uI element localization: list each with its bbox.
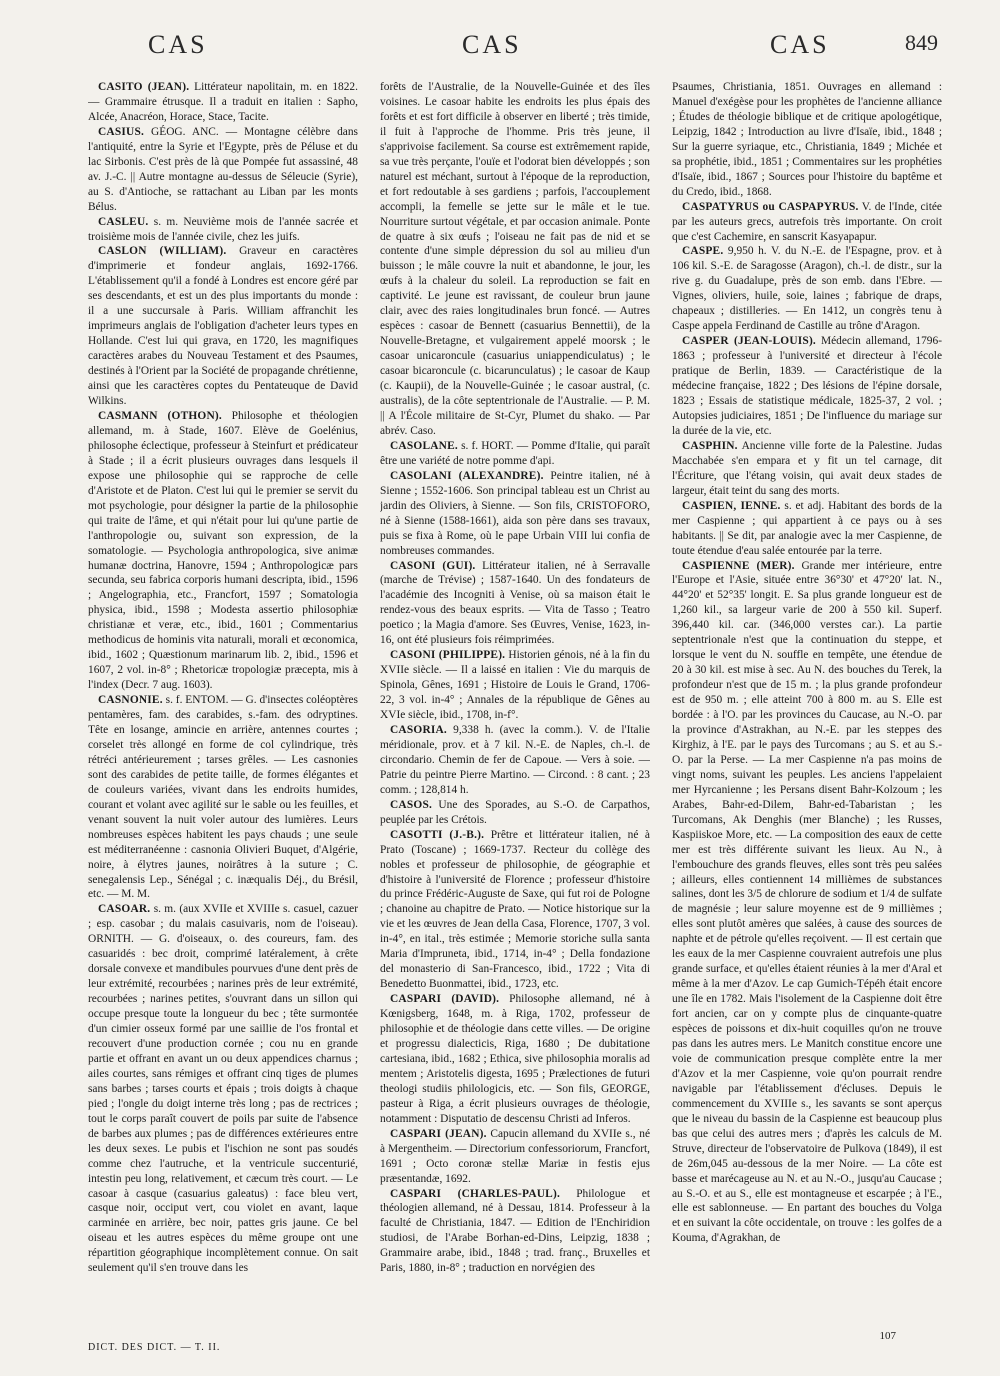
dictionary-entry — [672, 200, 942, 245]
entry-body: Historien génois, né à la fin du XVIIe siècle. — Il a laissé en italien : Vie du marquis de Spinola, Gênes, 1691 ; Histoire de Louis le Grand, 1706-22, 3 vol. in-4° ; Annales de la république de Gênes au XVIe siècle, ibid., 1708, in-f°. — [380, 649, 650, 722]
entry-headword: CASPARI (CHARLES-PAUL). — [390, 1187, 561, 1200]
footer-signature: DICT. DES DICT. — T. II. — [88, 1342, 221, 1353]
entry-headword: CASPE. — [682, 245, 724, 258]
dictionary-entry — [672, 559, 942, 1247]
dictionary-entry — [88, 215, 358, 245]
sheet-number: 107 — [879, 1330, 896, 1342]
entry-headword: CASPHIN. — [682, 439, 738, 452]
page-number: 849 — [905, 30, 938, 55]
dictionary-entry — [380, 439, 650, 469]
dictionary-entry — [380, 559, 650, 649]
entry-body: Graveur en caractères d'imprimerie et fondeur anglais, 1692-1766. L'établissement qu'il a fondé à Londres est encore géré par ses descendants, et est un des plus importants du monde : il a une succursale à Paris. William affranchit les imprimeurs anglais de l'obligation d'acheter leurs types en Hollande. C'est lui qui grava, en 1720, les magnifiques caractères arabes du Nouveau Testament et des Psaumes, destinés à l'Orient par la Société de propagande chrétienne, ainsi que les caractères coptes du Pentateuque de David Wilkins. — [88, 245, 358, 408]
dictionary-entry — [88, 244, 358, 408]
entry-headword: CASOLANI (ALEXANDRE). — [390, 469, 544, 482]
entry-body: Prêtre et littérateur italien, né à Prato (Toscane) ; 1669-1737. Recteur du collège des nobles et professeur de philosophie, de géographie et d'histoire à l'université de Florence ; professeur d'histoire du prince Frédéric-Auguste de Saxe, qui fut roi de Pologne ; chanoine au chapitre de Prato. — Notice historique sur la vie et les œuvres de Jean della Casa, Florence, 1707, 3 vol. in-4°, en ital., très estimée ; Memorie storiche sulla santa Maria d'Impruneta, ibid., 1714, in-4° ; Della fondazione del monasterio di San-Francesco, ibid., 1722 ; Vita di Benedetto Buonmattei, ibid., 1723, etc. — [380, 828, 650, 991]
page-footer — [88, 1330, 948, 1362]
entry-body: s. m. Neuvième mois de l'année sacrée et troisième mois de l'année civile, chez les juifs. — [88, 215, 358, 243]
entry-headword: CASITO (JEAN). — [98, 81, 190, 93]
entry-headword: CASORIA. — [390, 723, 447, 736]
entry-headword: CASPIEN, IENNE. — [682, 499, 781, 512]
entry-headword: CASNONIE. — [98, 694, 163, 707]
dictionary-entry — [88, 693, 358, 902]
dictionary-entry — [380, 798, 650, 828]
entry-headword: CASOS. — [390, 798, 433, 811]
dictionary-entry — [380, 469, 650, 559]
entry-body: Ancienne ville forte de la Palestine. Judas Macchabée s'en empara et y fit un tel carnage, dit l'Écriture, que l'étang voisin, qui avait deux stades de largeur, était teint du sang des morts. — [672, 439, 942, 497]
dictionary-entry — [88, 902, 358, 1276]
entry-body: V. de l'Inde, citée par les auteurs grecs, autrefois très importante. On croit que c'est Cachemire, en sanscrit Kasyapapur. — [672, 200, 942, 243]
entry-headword: CASPIENNE (MER). — [682, 559, 795, 572]
entry-body: Littérateur napolitain, m. en 1822. — Grammaire étrusque. Il a traduit en italien : Sapho, Alcée, Anacréon, Horace, Stace, Tacite. — [88, 81, 358, 123]
dictionary-entry — [672, 80, 942, 200]
entry-headword: CASIUS. — [98, 125, 145, 138]
dictionary-entry — [380, 992, 650, 1127]
dictionary-entry — [380, 723, 650, 798]
entry-body: Peintre italien, né à Sienne ; 1552-1606. Son principal tableau est un Christ au jardin des Oliviers, à Sienne. — Son fils, CRISTOFORO, né à Sienne (1588-1661), aida son père dans ses travaux, puis se fixa à Rome, où le pape Urbain VIII lui confia de nombreuses commandes. — [380, 469, 650, 557]
running-header — [0, 30, 1000, 70]
column-1 — [88, 80, 358, 1342]
dictionary-entry — [672, 244, 942, 334]
dictionary-entry — [672, 439, 942, 499]
dictionary-entry — [380, 80, 650, 439]
dictionary-entry — [380, 1127, 650, 1187]
entry-headword: CASOTTI (J.-B.). — [390, 828, 485, 841]
dictionary-entry — [88, 125, 358, 215]
entry-headword: CASLEU. — [98, 215, 149, 228]
entry-body: Une des Sporades, au S.-O. de Carpathos, peuplée par les Crétois. — [380, 798, 650, 826]
column-2 — [380, 80, 650, 1342]
dictionary-columns — [88, 80, 948, 1342]
entry-headword: CASPARI (DAVID). — [390, 993, 500, 1006]
entry-body: 9,950 h. V. du N.-E. de l'Espagne, prov. et à 106 kil. S.-E. de Saragosse (Aragon), ch.-l. de distr., sur la rive g. du Guadalupe, près de son emb. dans l'Ebre. — Vignes, oliviers, huile, soie, laines ; fabrique de draps, chapeaux ; distilleries. — En 1412, un congrès tenu à Caspe appela Ferdinand de Castille au trône d'Aragon. — [672, 245, 942, 333]
entry-headword: CASOAR. — [98, 903, 151, 916]
entry-headword: CASMANN (OTHON). — [98, 409, 222, 422]
entry-body: s. f. HORT. — Pomme d'Italie, qui paraît être une variété de notre pomme d'api. — [380, 439, 650, 467]
entry-body: Médecin allemand, 1796-1863 ; professeur à l'université et directeur à l'école pratique de Berlin, 1839. — Caractéristique de la médecine française, 1822 ; Des lésions de l'épine dorsale, 1823 ; Essais de statistique médicale, 1825-37, 2 vol. ; Autopsies judiciaires, 1851 ; De l'influence du mariage sur la durée de la vie, etc. — [672, 335, 942, 437]
entry-body: s. et adj. Habitant des bords de la mer Caspienne ; qui appartient à ce pays ou à ses habitants. || Se dit, par analogie avec la mer Caspienne, de toute étendue d'eau salée entourée par la terre. — [672, 499, 942, 557]
header-center-word: CAS — [462, 30, 522, 59]
dictionary-entry — [88, 409, 358, 693]
entry-body: Capucin allemand du XVIIe s., né à Mergentheim. — Directorium confessoriorum, Francfort, 1691 ; Octo coronæ stellæ Mariæ in festis ejus præsentandæ, 1692. — [380, 1127, 650, 1185]
entry-body: Philosophe allemand, né à Kœnigsberg, 1648, m. à Riga, 1702, professeur de philosophie et de théologie dans cette villes. — De origine et progressu dialecticis, Riga, 1680 ; De dubitatione cartesiana, ibid., 1682 ; Ethica, sive philosophia moralis ad mentem ; Aristotelis digesta, 1695 ; Prælectiones de futuri theologi studiis philologicis, etc. — Son fils, GEORGE, pasteur à Riga, a écrit plusieurs ouvrages de théologie, notamment : Disputatio de descensu Christi ad Inferos. — [380, 993, 650, 1125]
entry-body: Grande mer intérieure, entre l'Europe et l'Asie, située entre 36°30' et 47°20' lat. N., 44°20' et 52°35' longit. E. Sa plus grande longueur est de 1,260 kil., sa largeur varie de 200 à 550 kil. Superf. 396,440 kil. car. (346,000 verstes car.). La partie septentrionale n'est que la continuation du steppe, et lorsque le vent du N. souffle en tempête, une étendue de 20 à 30 kil. est mise à sec. Au N. des bouches du Terek, la profondeur n'est que de 15 m. ; la plus grande profondeur est de 950 m. ; elle atteint 700 à 800 m. au S. Elle est bordée : à l'O. par les provinces du Caucase, au N.-O. par la province d'Astrakhan, au N.-E. par les steppes des Kirghiz, à l'E. par le pays des Turcomans ; au S. et au S.-O. par la Perse. — La mer Caspienne n'a pas moins de vingt noms, suivant les peuples. Les anciens l'appelaient mer Hyrcanienne ; les Persans disent Bahr-Kolzoum ; les Arabes, Bahr-ed-Dilem, Bahr-ed-Tabaristan ; les Turcomans, Ak Denghis (mer Blanche) ; les Russes, Kaspiiskoe More, etc. — La composition des eaux de cette mer est très différente suivant les lieux. Au N., à l'embouchure des grands fleuves, elles sont très peu salées ; ailleurs, elles contiennent 14 millièmes de substances salines, dont les 3/5 de chlorure de sodium et 1/4 de sulfate de magnésie ; leur salure moyenne est de 9 millièmes ; elles sont plutôt amères que salées, à cause des sources de naphte et de pétrole qu'elles reçoivent. — Il est certain que les eaux de la mer Caspienne couvraient autrefois une plus grande surface, et qu'elles étaient réunies à la mer d'Aral et même à la mer d'Azov. Le cap Gumich-Tépéh était encore une île en 1782. Mais l'isolement de la Caspienne doit être fort ancien, car on y compte plus de cinquante-quatre espèces de poissons et dix-huit coquilles qu'on ne trouve pas dans les autres mers. Le Manitch constitue encore une voie de communication presque complète entre la mer d'Azov et la mer Caspienne, voie qu'on pourrait rendre navigable par l'établissement d'écluses. Depuis le commencement du XVIIIe s., les savants se sont aperçus que le niveau du bassin de la Caspienne est beaucoup plus bas que celui des autres mers ; d'après les calculs de M. Struve, directeur de l'observatoire de Pulkova (1849), il est de 26m,045 au-dessous de la mer Noire. — La côte est basse et marécageuse au N. et au N.-O., jusqu'au Caucase ; au S.-O. et au S., elle est montagneuse et escarpée ; à l'E., elle est sablonneuse. — En partant des bouches du Volga et en suivant la côte occidentale, on trouve : les golfes de a Kouma, d'Agrakhan, de — [672, 559, 942, 1245]
dictionary-entry — [380, 1187, 650, 1277]
dictionary-entry — [88, 80, 358, 125]
entry-body: s. m. (aux XVIIe et XVIIIe s. casuel, cazuer ; esp. casobar ; du malais casuivaris, nom de l'oiseau). ORNITH. — G. d'oiseaux, o. des coureurs, fam. des casuaridés : bec droit, comprimé latéralement, à crête dorsale convexe et mandibules pourvues d'une dent près de leur extrémité, recourbées ; narines près de leur extrémité, recourbées ; narines petites, s'ouvrant dans un sillon qui occupe presque toute la longueur du bec ; tête surmontée d'un cimier osseux formé par une saillie de l'os frontal et recouvert d'une production cornée ; cou nu en grande partie et offrant en avant un ou deux appendices charnus ; ailes courtes, sans rémiges et offrant cinq tiges de plumes sans barbes ; tarses courts et épais ; trois doigts à chaque pied ; l'ongle du doigt interne très long ; pas de rectrices ; tout le corps paraît couvert de poils par suite de l'absence de barbes aux plumes ; pas de différences extérieures entre les deux sexes. Le pubis et l'ischion ne sont pas soudés comme chez l'autruche, et la ventricule succenturié, intestin peu long, relativement, et cæcum très court. — Le casoar à casque (casuarius galeatus) : face bleu vert, casque noir, occiput vert, cou violet en avant, laque carminée en arrière, bec noir, pattes gris jaune. Ce bel oiseau et les autres espèces du même groupe ont une répartition géographique incomplètement connue. On sait seulement qu'il s'en trouve dans les — [88, 903, 358, 1275]
dictionary-entry — [380, 648, 650, 723]
entry-body: Philologue et théologien allemand, né à Dessau, 1814. Professeur à la faculté de Christiania, 1847. — Edition de l'Enchiridion studiosi, de l'Arabe Borhan-ed-Dins, Leipzig, 1838 ; Grammaire arabe, ibid., 1848 ; trad. franç., Bruxelles et Paris, 1880, in-8° ; traduction en norvégien des — [380, 1187, 650, 1275]
entry-headword: CASPARI (JEAN). — [390, 1127, 487, 1140]
entry-headword: CASLON (WILLIAM). — [98, 245, 227, 258]
entry-headword: CASOLANE. — [390, 439, 458, 452]
header-left-word: CAS — [148, 30, 208, 59]
entry-body: GÉOG. ANC. — Montagne célèbre dans l'antiquité, entre la Syrie et l'Egypte, près de Péluse et du lac Sirbonis. C'est près de là que Pompée fut assassiné, 48 av. J.-C. || Autre montagne au-dessus de Séleucie (Syrie), au S. d'Antioche, se rattachant au Liban par les monts Bélus. — [88, 125, 358, 213]
entry-body: 9,338 h. (avec la comm.). V. de l'Italie méridionale, prov. et à 7 kil. N.-E. de Naples, ch.-l. de circondario. Chemin de fer de Capoue. — Vers à soie. — Patrie du peintre Pierre Martino. — Circond. : 8 cant. ; 23 comm. ; 128,814 h. — [380, 723, 650, 796]
entry-headword: CASPATYRUS ou CASPAPYRUS. — [682, 200, 859, 213]
dictionary-entry — [672, 334, 942, 439]
entry-body: Psaumes, Christiania, 1851. Ouvrages en allemand : Manuel d'exégèse pour les prophètes de l'ancienne alliance ; Études de théologie biblique et de critique apologétique, Leipzig, 1842 ; Introduction au livre d'Isaïe, ibid., 1848 ; Sur la guerre syriaque, etc., Christiania, 1849 ; Michée et sa prophétie, ibid., 1851 ; Commentaires sur les prophéties d'Isaïe, ibid., 1867 ; Sources pour l'histoire du baptême et du Credo, ibid., 1868. — [672, 81, 942, 198]
entry-body: Philosophe et théologien allemand, m. à Stade, 1607. Elève de Goelénius, philosophe éclectique, professeur à Steinfurt et prédicateur à Stade ; il a écrit plusieurs ouvrages dans lesquels il expose une philosophie qui se rapproche de celle d'Aristote et de Platon. C'est lui qui le premier se servit du mot psychologie, pour désigner la partie de la philosophie qui traite de l'âme, et qui n'était pour lui qu'une partie de l'anthropologie ou, suivant son expression, de la somatologie. — Psychologia anthropologica, sive animæ humanæ doctrina, Hanovre, 1594 ; Anthropologicæ pars secunda, seu fabrica corporis humani descripta, ibid., 1596 ; Angelographia, etc., Francfort, 1597 ; Somatologia physica, ibid., 1598 ; Modesta assertio philosophiæ christianæ et veræ, etc., ibid., 1601 ; Commentarius methodicus de hominis vita naturali, morali et œconomica, ibid., 1602 ; Quæstionum marinarum lib. 2, ibid., 1596 et 1607, 2 vol. in-8° ; Rhetoricæ tropologiæ præcepta, mis à l'index (Decr. 7 aug. 1603). — [88, 409, 358, 692]
entry-headword: CASONI (GUI). — [390, 559, 476, 572]
header-right-word: CAS — [770, 30, 830, 59]
dictionary-entry — [380, 828, 650, 992]
entry-headword: CASPER (JEAN-LOUIS). — [682, 335, 816, 348]
dictionary-entry — [672, 499, 942, 559]
entry-body: s. f. ENTOM. — G. d'insectes coléoptères pentamères, fam. des carabides, s.-fam. des odryptines. Tête en losange, amincie en arrière, antennes courtes ; corselet très allongé en forme de col cylindrique, très rétréci antérieurement ; tarses grêles. — Les casnonies sont des carabides de petite taille, de formes élégantes et de couleurs variées, vivant dans les endroits humides, courant et volant avec agilité sur le sable ou les feuilles, et venant souvent la nuit voler autour des lumières. Leurs nombreuses espèces habitent les pays chauds ; une seule est méditerranéenne : casnonia Olivieri Buquet, d'Algérie, noire, à élytres jaunes, noirâtres à la suture ; C. senegalensis Lep., Sénégal ; c. inæqualis Déj., du Brésil, etc. — M. M. — [88, 694, 358, 901]
entry-headword: CASONI (PHILIPPE). — [390, 649, 506, 662]
entry-body: forêts de l'Australie, de la Nouvelle-Guinée et des îles voisines. Le casoar habite les endroits les plus épais des forêts et est fort difficile à observer en liberté ; très timide, il fuit à l'approche de l'homme. Pris très jeune, il s'apprivoise facilement. Sa course est extrêmement rapide, sa vue très perçante, l'ouïe et l'odorat bien développés ; son naturel est méchant, surtout à l'époque de la reproduction, et fort redoutable à ses gardiens ; parfois, l'accouplement accompli, la femelle se jette sur le mâle et le tue. Nourriture surtout végétale, et par occasion animale. Ponte de quatre à six œufs ; l'oiseau ne fait pas de nid et se contente d'une simple dépression du sol au milieu d'un buisson ; le mâle couvre la nuit et abandonne, le jour, les œufs à la chaleur du soleil. La reproduction se fait en captivité. Le jeune est ravissant, de couleur brun jaune clair, avec des raies longitudinales brun foncé. — Autres espèces : casoar de Bennett (casuarius Bennettii), de la Nouvelle-Bretagne, et vulgairement appelé moorsk ; le casoar unicaroncule (casuarius uniappendiculatus) ; le casoar bicaroncule (c. bicarunculatus) ; le casoar de Kaup (c. Kaupii), de la Nouvelle-Guinée ; le casoar austral, (c. australis), de la côte septentrionale de l'Australie. — P. M. || A l'École militaire de St-Cyr, Plumet du shako. — Par abrév. Caso. — [380, 81, 650, 437]
entry-body: Littérateur italien, né à Serravalle (marche de Trévise) ; 1587-1640. Un des fondateurs de l'académie des Incogniti à Venise, où sa maison était le rendez-vous des beaux esprits. — Vita de Tasso ; Teatro poetico ; la Magia d'amore. Ses Œuvres, Venise, 1623, in-16, ont été plusieurs fois réimprimées. — [380, 559, 650, 647]
column-3 — [672, 80, 942, 1342]
